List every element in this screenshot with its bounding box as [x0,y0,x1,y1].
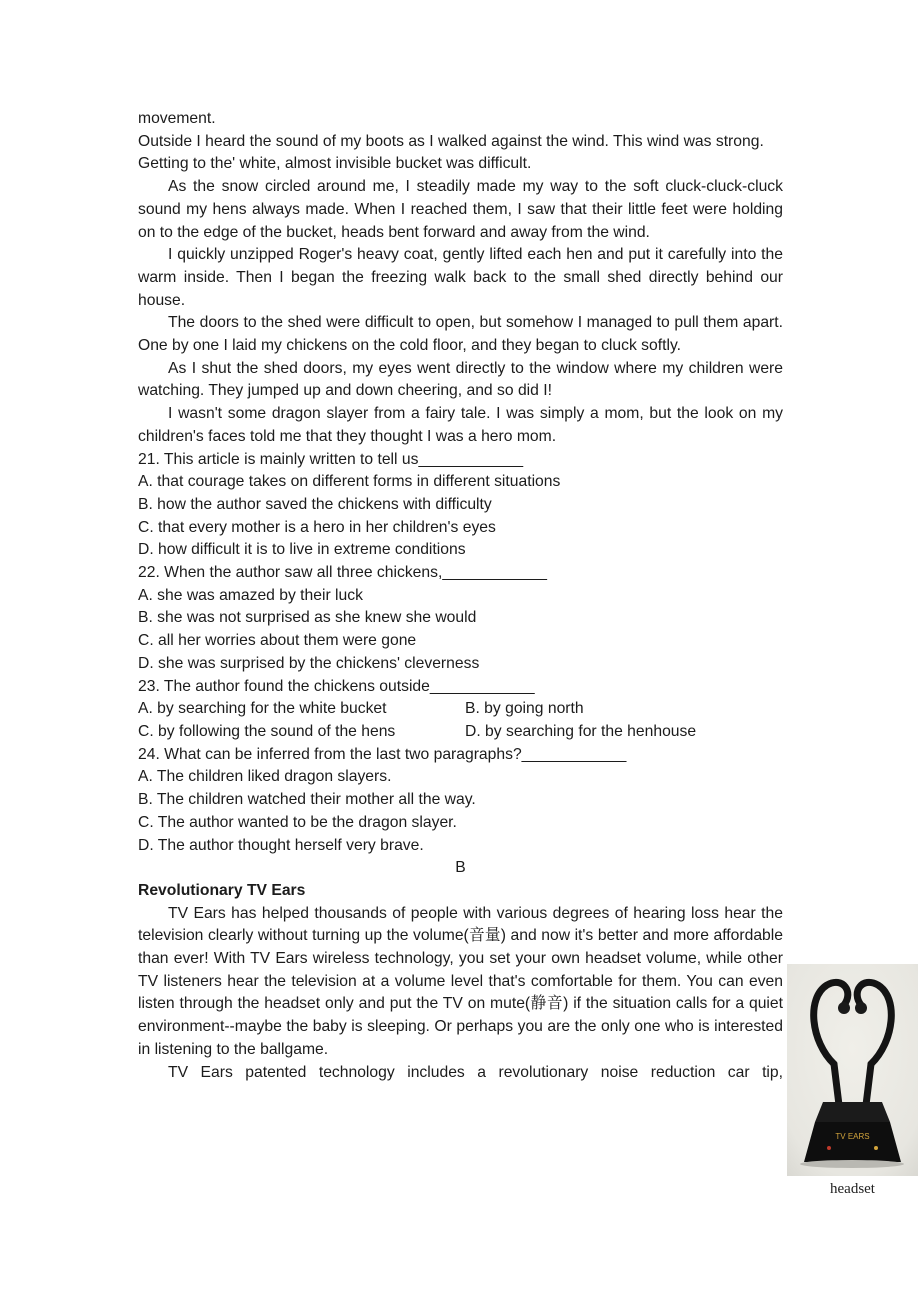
question-option-row [138,698,783,721]
question-option: B. how the author saved the chickens with difficulty [138,495,492,513]
question-option: A. by searching for the white bucket [138,700,387,718]
article-content [138,108,783,1084]
question-option: A. she was amazed by their luck [138,586,363,604]
article-paragraph: As the snow circled around me, I steadily made my way to the soft cluck-cluck-cluck sound my hens always made. When I reached them, I saw that their little feet were holding on to the edge of the bucket, heads bent forward and away from the wind. [138,178,783,241]
section-heading: Revolutionary TV Ears [138,881,306,899]
question-option: B. The children watched their mother all the way. [138,791,476,809]
article-paragraph: I wasn't some dragon slayer from a fairy tale. I was simply a mom, but the look on my children's faces told me that they thought I was a hero mom. [138,405,783,445]
svg-text:TV EARS: TV EARS [835,1132,870,1141]
question-21 [138,449,783,563]
question-option: D. The author thought herself very brave. [138,836,424,854]
question-stem: 23. The author found the chickens outside____________ [138,677,535,695]
article-paragraph: As I shut the shed doors, my eyes went directly to the window where my children were watching. They jumped up and down cheering, and so did I! [138,359,783,400]
question-option: C. that every mother is a hero in her children's eyes [138,518,496,536]
question-option: C. by following the sound of the hens [138,722,396,740]
question-stem: 22. When the author saw all three chickens,____________ [138,564,548,582]
question-option-row [138,721,783,744]
tv-ears-paragraph: TV Ears has helped thousands of people with various degrees of hearing loss hear the television clearly without turning up the volume(音量) and now it's better and more affordable than ever! With TV Ears wireless technology, you set your own headset volume, while other TV listeners hear the television at a volume level that's comfortable for them. You can even listen through the headset only and put the TV on mute(静音) if the situation calls for a quiet environment--maybe the baby is sleeping. Or perhaps you are the only one who is interested in listening to the ballgame. [138,904,783,1058]
article-paragraph: The doors to the shed were difficult to open, but somehow I managed to pull them apart. One by one I laid my chickens on the cold floor, and they began to cluck softly. [138,314,783,355]
question-option: D. how difficult it is to live in extreme conditions [138,541,466,559]
question-option: A. that courage takes on different forms in different situations [138,473,561,491]
question-stem: 21. This article is mainly written to tell us____________ [138,450,524,468]
headset-figure [787,964,918,1199]
headset-illustration [787,964,918,1176]
section-label: B [455,859,466,877]
question-option: C. The author wanted to be the dragon slayer. [138,813,457,831]
question-option: A. The children liked dragon slayers. [138,768,392,786]
questions-section [138,449,783,858]
article-paragraph: I quickly unzipped Roger's heavy coat, gently lifted each hen and put it carefully into the warm inside. Then I began the freezing walk back to the small shed directly behind our house. [138,246,783,309]
continuation-paragraph: Outside I heard the sound of my boots as I walked against the wind. This wind was strong. [138,132,764,150]
question-option: D. by searching for the henhouse [465,722,697,740]
tv-ears-paragraph-continued: TV Ears patented technology includes a revolutionary noise reduction car tip, [168,1063,783,1081]
question-option: C. all her worries about them were gone [138,632,417,650]
question-stem: 24. What can be inferred from the last two paragraphs?____________ [138,745,627,763]
question-option: B. she was not surprised as she knew she would [138,609,477,627]
continuation-line: Getting to the' white, almost invisible bucket was difficult. [138,155,532,173]
continuation-line: movement. [138,110,216,127]
question-option: D. she was surprised by the chickens' cleverness [138,654,480,672]
question-option: B. by going north [465,700,584,718]
question-24 [138,744,783,858]
headset-image [787,964,918,1176]
question-22 [138,562,783,676]
question-23 [138,676,783,744]
headset-caption: headset [830,1181,875,1197]
